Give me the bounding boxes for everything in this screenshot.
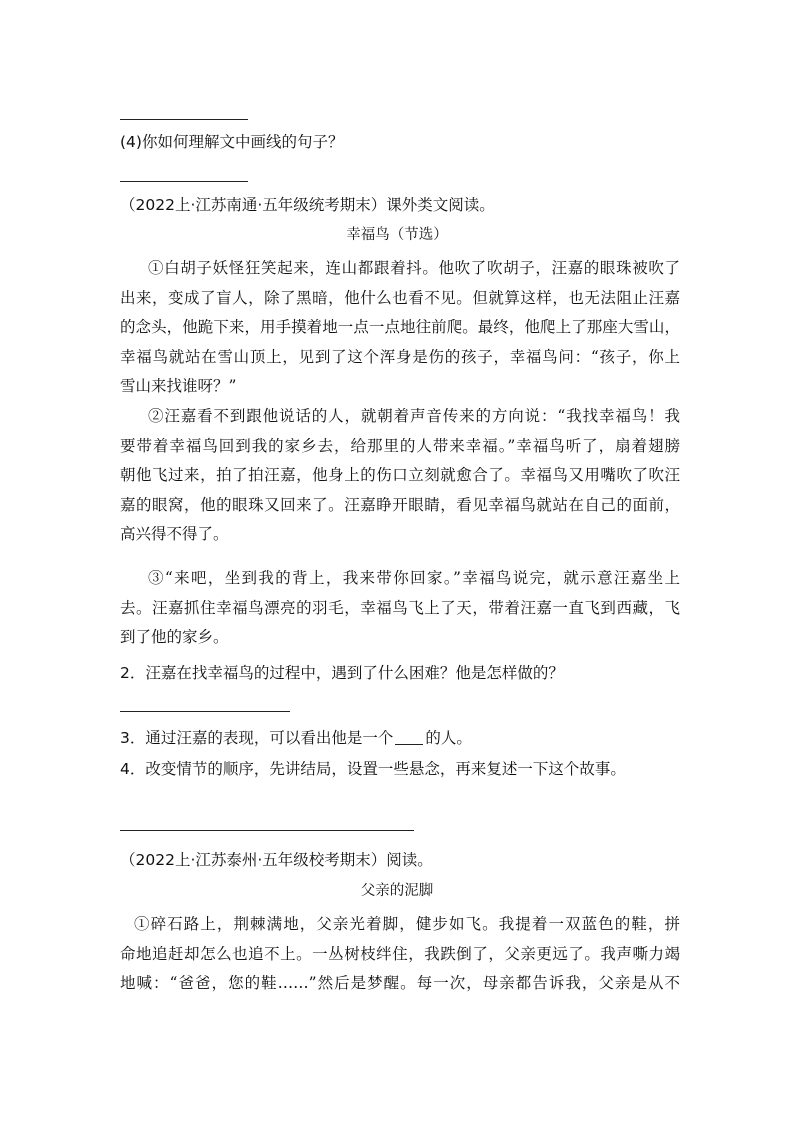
paragraph-line: 的念头，他跪下来，用手摸着地一点一点地往前爬。最终，他爬上了那座大雪山， (120, 318, 680, 336)
section2-source: （2022上·江苏泰州·五年级校考期末）阅读。 (120, 851, 433, 869)
paragraph-line: 要带着幸福鸟回到我的家乡去，给那里的人带来幸福。”幸福鸟听了，扇着翅膀 (120, 436, 680, 455)
question-2: 2．汪嘉在找幸福鸟的过程中，遇到了什么困难？他是怎样做的？ (120, 664, 564, 682)
paragraph-line: 出来，变成了盲人，除了黑暗，他什么也看不见。但就算这样，也无法阻止汪嘉 (120, 288, 680, 307)
section1-title: 幸福鸟（节选） (346, 227, 448, 243)
section2-title: 父亲的泥脚 (360, 883, 434, 899)
paragraph-line: 地喊：“爸爸，您的鞋……”然后是梦醒。每一次，母亲都告诉我，父亲是从不 (120, 974, 680, 992)
paragraph-line: 高兴得不得了。 (120, 525, 229, 543)
paragraph-line: ②汪嘉看不到跟他说话的人，就朝着声音传来的方向说：“我找幸福鸟！我 (148, 407, 680, 425)
paragraph-line: 去。汪嘉抓住幸福鸟漂亮的羽毛，幸福鸟飞上了天，带着汪嘉一直飞到西藏，飞 (120, 598, 680, 617)
paragraph-line: ①白胡子妖怪狂笑起来，连山都跟着抖。他吹了吹胡子，汪嘉的眼珠被吹了 (148, 259, 680, 277)
answer-line (120, 830, 414, 831)
fill-blank[interactable] (395, 730, 423, 745)
paragraph-line: ③“来吧，坐到我的背上，我来带你回家。”幸福鸟说完，就示意汪嘉坐上 (148, 569, 680, 587)
question-3-after: 的人。 (425, 729, 472, 747)
question-4: 4．改变情节的顺序，先讲结局，设置一些悬念，再来复述一下这个故事。 (120, 760, 626, 778)
paragraph-line: 到了他的家乡。 (120, 628, 229, 646)
answer-line (120, 119, 248, 120)
paragraph-line: 幸福鸟就站在雪山顶上，见到了这个浑身是伤的孩子，幸福鸟问：“孩子，你上 (120, 347, 680, 366)
question-3-before: 3．通过汪嘉的表现，可以看出他是一个 (120, 729, 394, 747)
question-4-prev: (4)你如何理解文中画线的句子？ (120, 133, 344, 151)
paragraph-line: 朝他飞过来，拍了拍汪嘉，他身上的伤口立刻就愈合了。幸福鸟又用嘴吹了吹汪 (120, 466, 680, 484)
section2-paragraph-1 (120, 910, 680, 999)
paragraph-line: 雪山来找谁呀？” (120, 377, 237, 395)
question-3 (120, 730, 472, 747)
paragraph-line: 命地追赶却怎么也追不上。一丛树枝绊住，我跌倒了，父亲更远了。我声嘶力竭 (120, 944, 680, 963)
paragraph-line: 嘉的眼窝，他的眼珠又回来了。汪嘉睁开眼睛，看见幸福鸟就站在自己的面前， (120, 495, 680, 514)
section1-paragraph-2 (120, 402, 680, 550)
paragraph-line: ①碎石路上，荆棘满地，父亲光着脚，健步如飞。我提着一双蓝色的鞋，拼 (134, 915, 680, 933)
section1-source: （2022上·江苏南通·五年级统考期末）课外类文阅读。 (120, 196, 495, 214)
answer-line (120, 711, 290, 712)
section1-paragraph-3 (120, 564, 680, 653)
section1-paragraph-1 (120, 254, 680, 402)
answer-line (120, 181, 248, 182)
